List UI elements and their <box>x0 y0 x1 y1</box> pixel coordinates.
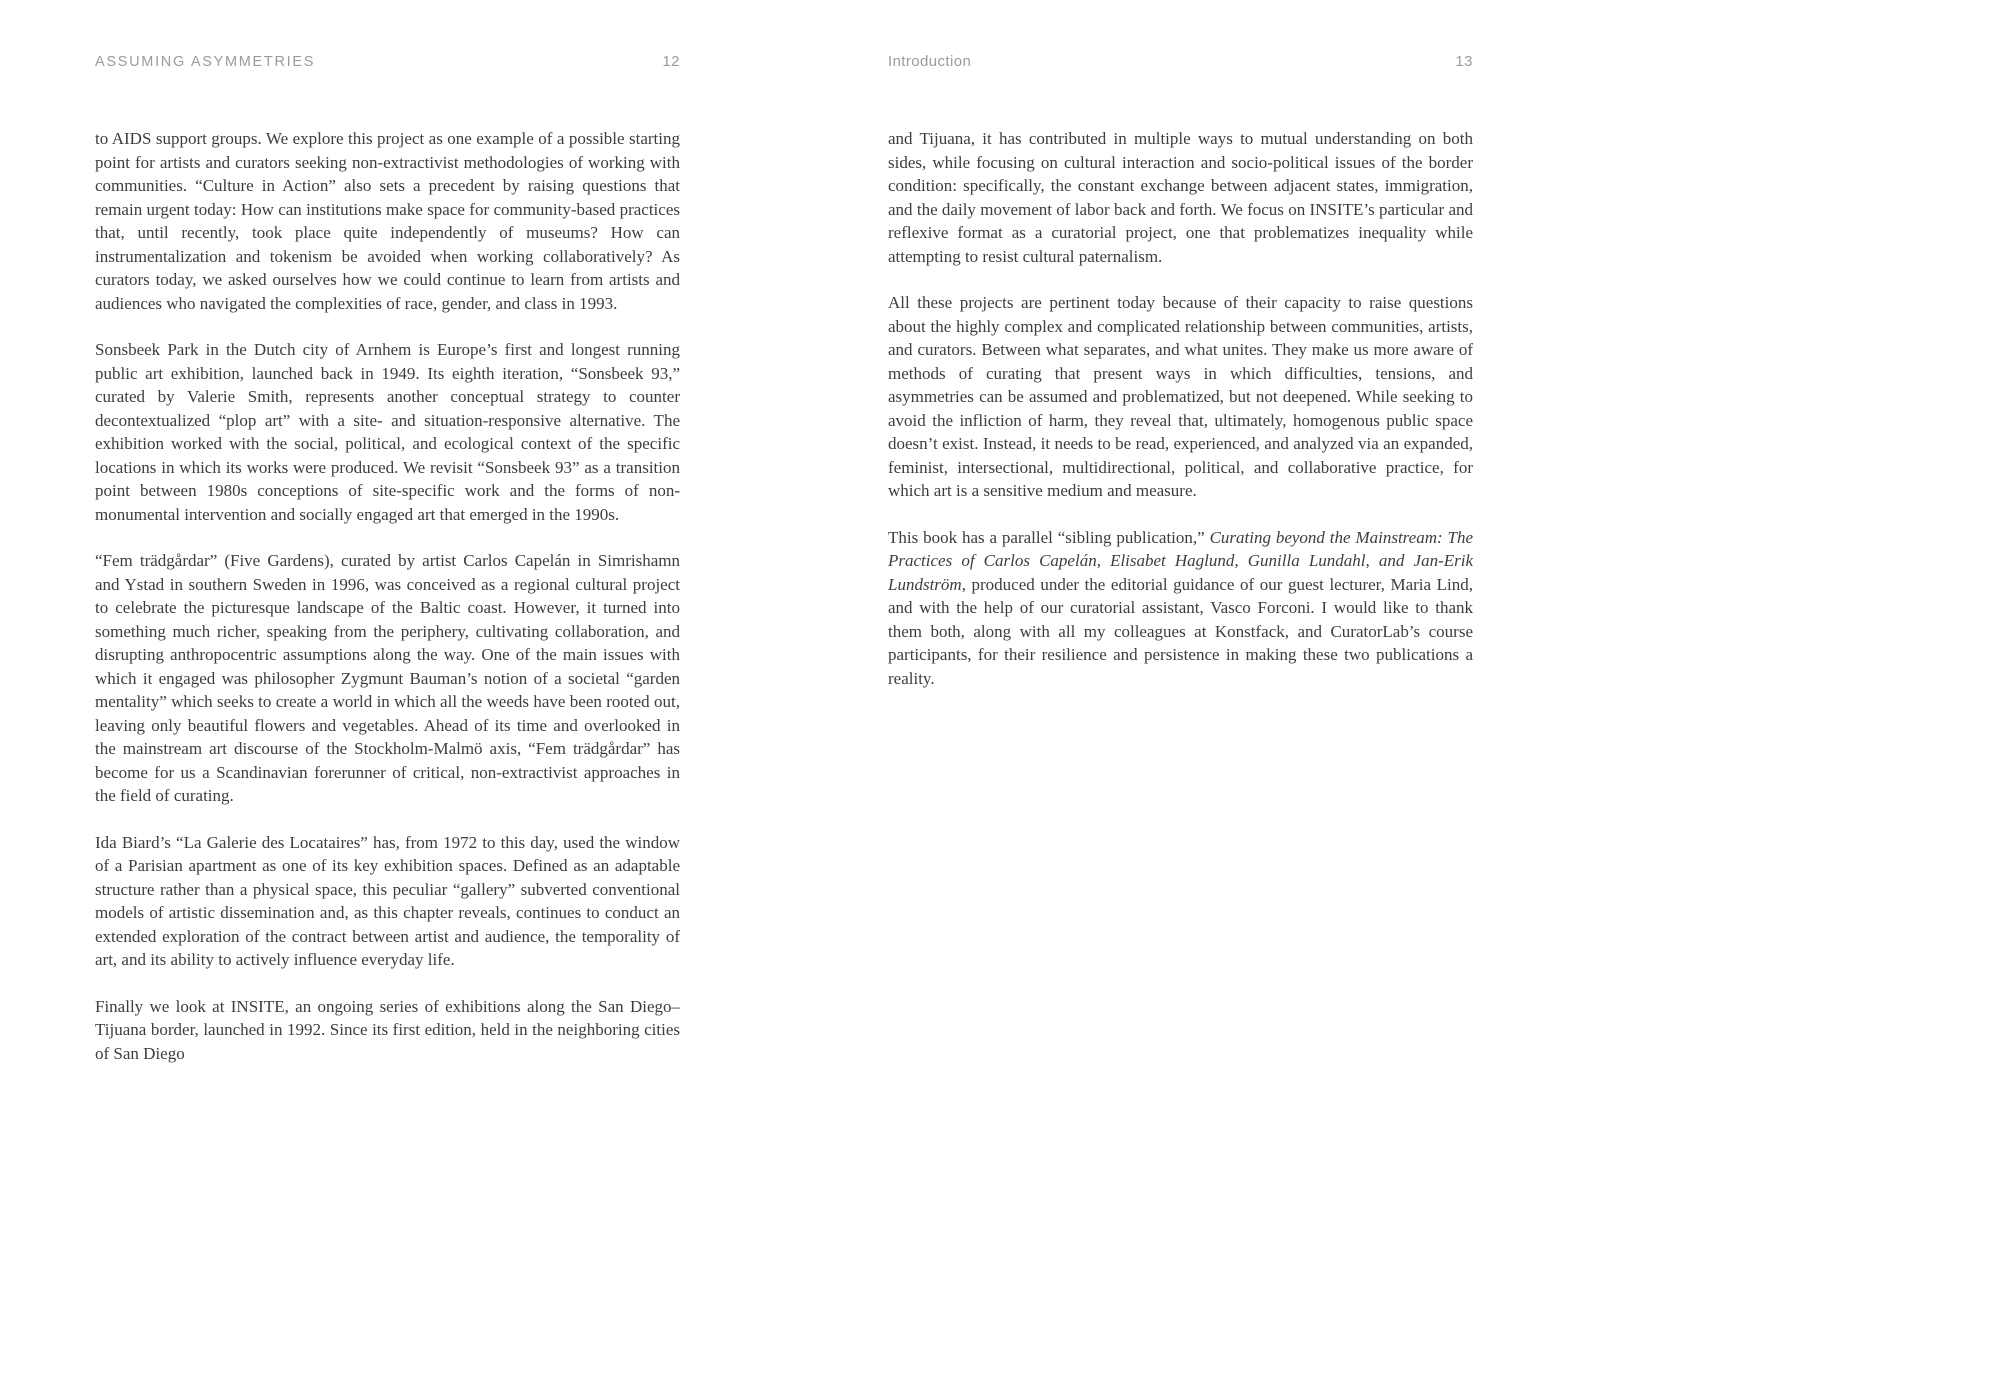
right-running-title: Introduction <box>888 53 972 70</box>
paragraph <box>95 831 680 972</box>
left-running-title: ASSUMING ASYMMETRIES <box>95 54 316 70</box>
left-page-number: 12 <box>662 53 680 70</box>
paragraph <box>95 995 680 1066</box>
italic-text-segment: Curating beyond the Mainstream: The Practices of Carlos Capelán, Elisabet Haglund, Gunilla Lundahl, and Jan-Erik Lundström <box>888 527 1473 594</box>
paragraph <box>95 549 680 808</box>
text-segment: Sonsbeek Park in the Dutch city of Arnhem is Europe’s first and longest running public art exhibition, launched back in 1949. Its eighth iteration, “Sonsbeek 93,” curated by Valerie Smith, represents another conceptual strategy to counter decontextualized “plop art” with a site- and situation-responsive alternative. The exhibition worked with the social, political, and ecological context of the specific locations in which its works were produced. We revisit “Sonsbeek 93” as a transition point between 1980s conceptions of site-specific work and the forms of non-monumental intervention and socially engaged art that emerged in the 1990s. <box>95 340 680 524</box>
text-segment: “Fem trädgårdar” (Five Gardens), curated by artist Carlos Capelán in Simrishamn and Ystad in southern Sweden in 1996, was conceived as a regional cultural project to celebrate the picturesque landscape of the Baltic coast. However, it turned into something much richer, speaking from the periphery, cultivating collaboration, and disrupting anthropocentric assumptions along the way. One of the main issues with which it engaged was philosopher Zygmunt Bauman’s notion of a societal “garden mentality” which seeks to create a world in which all the weeds have been rooted out, leaving only beautiful flowers and vegetables. Ahead of its time and overlooked in the mainstream art discourse of the Stockholm-Malmö axis, “Fem trädgårdar” has become for us a Scandinavian forerunner of critical, non-extractivist approaches in the field of curating. <box>95 551 680 805</box>
text-segment: This book has a parallel “sibling publication,” <box>888 527 1210 547</box>
right-page-header <box>888 53 1473 70</box>
paragraph <box>888 291 1473 503</box>
left-page-body <box>95 127 680 1088</box>
text-segment: All these projects are pertinent today because of their capacity to raise questions about the highly complex and complicated relationship between communities, artists, and curators. Between what separates, and what unites. They make us more aware of methods of curating that present ways in which difficulties, tensions, and asymmetries can be assumed and problematized, but not deepened. While seeking to avoid the infliction of harm, they reveal that, ultimately, homogenous public space doesn’t exist. Instead, it needs to be read, experienced, and analyzed via an expanded, feminist, intersectional, multidirectional, political, and collaborative practice, for which art is a sensitive medium and measure. <box>888 293 1473 500</box>
text-segment: and Tijuana, it has contributed in multiple ways to mutual understanding on both sides, while focusing on cultural interaction and socio-political issues of the border condition: specifically, the constant exchange between adjacent states, immigration, and the daily movement of labor back and forth. We focus on INSITE’s particular and reflexive format as a curatorial project, one that problematizes inequality while attempting to resist cultural paternalism. <box>888 129 1473 266</box>
left-page-header <box>95 53 680 70</box>
right-page-number: 13 <box>1455 53 1473 70</box>
text-segment: Finally we look at INSITE, an ongoing series of exhibitions along the San Diego–Tijuana border, launched in 1992. Since its first edition, held in the neighboring cities of San Diego <box>95 996 680 1063</box>
paragraph <box>95 127 680 315</box>
paragraph <box>888 526 1473 691</box>
paragraph <box>888 127 1473 268</box>
paragraph <box>95 338 680 526</box>
text-segment: to AIDS support groups. We explore this project as one example of a possible starting point for artists and curators seeking non-extractivist methodologies of working with communities. “Culture in Action” also sets a precedent by raising questions that remain urgent today: How can institutions make space for community-based practices that, until recently, took place quite independently of museums? How can instrumentalization and tokenism be avoided when working collaboratively? As curators today, we asked ourselves how we could continue to learn from artists and audiences who navigated the complexities of race, gender, and class in 1993. <box>95 129 680 313</box>
text-segment: , produced under the editorial guidance of our guest lecturer, Maria Lind, and with the help of our curatorial assistant, Vasco Forconi. I would like to thank them both, along with all my colleagues at Konstfack, and CuratorLab’s course participants, for their resilience and persistence in making these two publications a reality. <box>888 574 1473 688</box>
right-page-body <box>888 127 1473 713</box>
text-segment: Ida Biard’s “La Galerie des Locataires” has, from 1972 to this day, used the window of a Parisian apartment as one of its key exhibition spaces. Defined as an adaptable structure rather than a physical space, this peculiar “gallery” subverted conventional models of artistic dissemination and, as this chapter reveals, continues to conduct an extended exploration of the contract between artist and audience, the temporality of art, and its ability to actively influence everyday life. <box>95 832 680 969</box>
